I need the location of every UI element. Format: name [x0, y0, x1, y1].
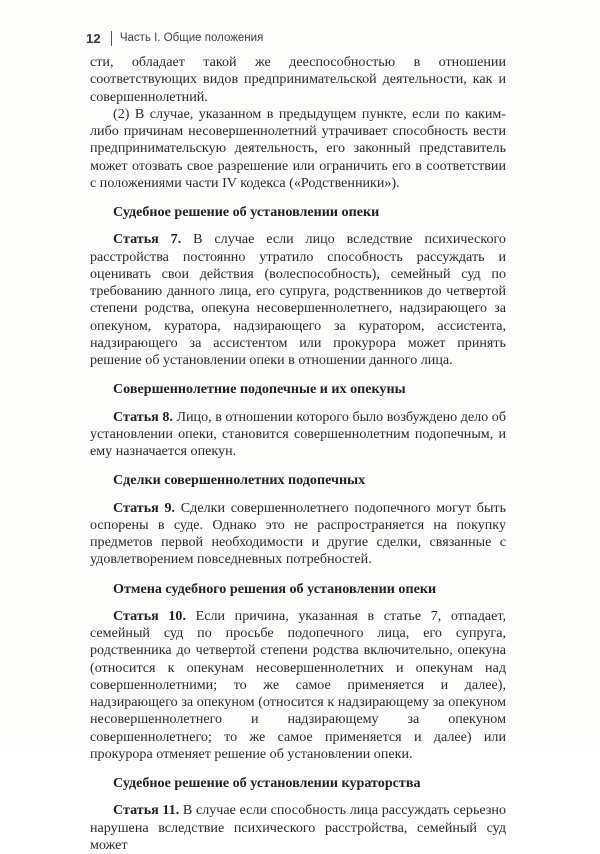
- article-8-text: [90, 409, 506, 461]
- page-number: 12: [86, 30, 101, 46]
- article-8-body: Лицо, в отношении которого было возбуждено дело об установлении опеки, становится совершеннолетним подопечным, и ему назначается опекун.: [90, 408, 506, 459]
- article-11-heading: Судебное решение об установлении кураторства: [113, 775, 421, 791]
- paragraph-item-2: (2) В случае, указанном в предыдущем пункте, если по каким-либо причинам несовершеннолетний утрачивает способность вести предпринимательскую деятельность, его законный представитель может отозвать свое разрешение или ограничить его в соответствии с положениями части IV кодекса («Родственники»).: [90, 105, 506, 191]
- article-7-heading: Судебное решение об установлении опеки: [113, 204, 380, 220]
- running-header: [86, 29, 263, 47]
- body-text: [90, 54, 506, 854]
- header-divider: [111, 31, 112, 46]
- article-8-label: Статья 8.: [113, 408, 173, 425]
- article-7-body: В случае если лицо вследствие психического расстройства постоянно утратило способность рассуждать и оценивать свои действия (волеспособность), семейный суд по требованию данного лица, его супруга, родственников до четвертой степени родства, опекуна несовершеннолетнего, надзирающего за опекуном, куратора, надзирающего за куратором, ассистента, надзирающего за ассистентом или прокурора может принять решение об установлении опеки в отношении данного лица.: [90, 231, 506, 368]
- article-7-label: Статья 7.: [113, 231, 182, 248]
- article-11-text: [90, 802, 506, 854]
- paragraph-continuation: сти, обладает такой же дееспособностью в отношении соответствующих видов предпринимательской деятельности, как и совершеннолетний.: [90, 54, 506, 105]
- article-8-heading: Совершеннолетние подопечные и их опекуны: [113, 381, 406, 398]
- part-title: Часть I. Общие положения: [119, 32, 264, 44]
- article-10-heading: Отмена судебного решения об установлении опеки: [113, 580, 437, 597]
- article-7-text: [90, 231, 506, 369]
- article-9-heading: Сделки совершеннолетних подопечных: [113, 472, 366, 489]
- article-11-body: В случае если способность лица рассуждать серьезно нарушена вследствие психического расстройства, семейный суд может: [90, 802, 506, 853]
- article-9-label: Статья 9.: [113, 499, 176, 516]
- article-9-body: Сделки совершеннолетнего подопечного могут быть оспорены в суде. Однако это не распространяется на покупку предметов первой необходимости и другие сделки, связанные с удовлетворением повседневных потребностей.: [90, 499, 506, 568]
- article-11-label: Статья 11.: [113, 802, 180, 819]
- article-9-text: [90, 500, 506, 569]
- article-10-label: Статья 10.: [113, 607, 186, 624]
- article-10-text: [90, 608, 506, 763]
- article-10-body: Если причина, указанная в статье 7, отпадает, семейный суд по просьбе подопечного лица, его супруга, родственника до четвертой степени родства включительно, опекуна (относится к опекунам несовершеннолетних и опекунам над совершеннолетними; то же самое применяется и далее), надзирающего за опекуном (относится к надзирающему за опекуном несовершеннолетнего и надзирающему за опекуном совершеннолетнего; то же самое применяется и далее) или прокурора отменяет решение об установлении опеки.: [90, 607, 506, 762]
